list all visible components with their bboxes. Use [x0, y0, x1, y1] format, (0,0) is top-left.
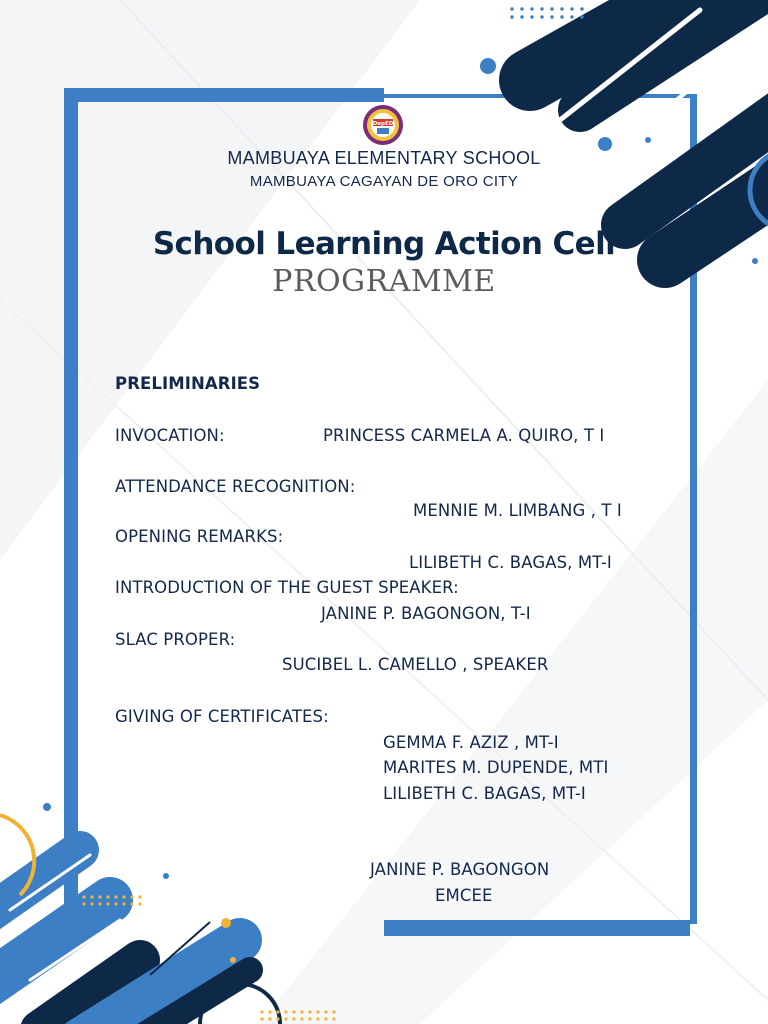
- school-seal-logo: [362, 104, 404, 146]
- svg-text:DepED: DepED: [372, 121, 394, 127]
- section-heading-preliminaries: PRELIMINARIES: [115, 374, 261, 393]
- page-title: School Learning Action Cell: [152, 226, 616, 262]
- page-subtitle: PROGRAMME: [272, 264, 496, 299]
- school-name: MAMBUAYA ELEMENTARY SCHOOL: [227, 148, 541, 168]
- emcee-role: EMCEE: [435, 886, 493, 905]
- invocation-name: PRINCESS CARMELA A. QUIRO, T I: [323, 426, 605, 445]
- certificates-name: GEMMA F. AZIZ , MT-I: [383, 733, 559, 752]
- emcee-name: JANINE P. BAGONGON: [370, 860, 550, 879]
- introduction-name: JANINE P. BAGONGON, T-I: [321, 604, 531, 623]
- slac-proper-label: SLAC PROPER:: [115, 630, 236, 649]
- school-location: MAMBUAYA CAGAYAN DE ORO CITY: [249, 173, 519, 190]
- slac-proper-name: SUCIBEL L. CAMELLO , SPEAKER: [282, 655, 549, 674]
- certificates-name: LILIBETH C. BAGAS, MT-I: [383, 784, 586, 803]
- attendance-label: ATTENDANCE RECOGNITION:: [115, 477, 356, 496]
- certificates-label: GIVING OF CERTIFICATES:: [115, 707, 329, 726]
- attendance-name: MENNIE M. LIMBANG , T I: [413, 501, 622, 520]
- opening-remarks-name: LILIBETH C. BAGAS, MT-I: [409, 553, 612, 572]
- certificates-name: MARITES M. DUPENDE, MTI: [383, 758, 609, 777]
- opening-remarks-label: OPENING REMARKS:: [115, 527, 284, 546]
- introduction-label: INTRODUCTION OF THE GUEST SPEAKER:: [115, 578, 459, 597]
- invocation-label: INVOCATION:: [115, 426, 225, 445]
